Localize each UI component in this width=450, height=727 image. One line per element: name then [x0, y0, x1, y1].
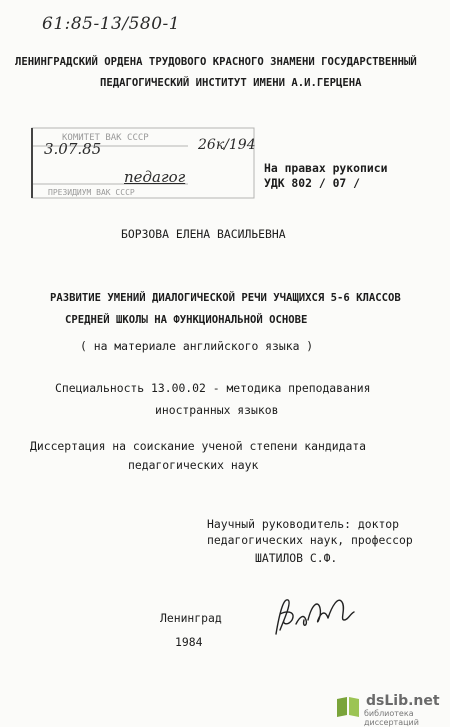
archive-number: 61:85-13/580-1 [42, 14, 181, 34]
degree-line-2: педагогических наук [128, 458, 259, 472]
watermark-tagline: библиотека диссертаций [364, 709, 419, 727]
author-signature [270, 590, 360, 644]
institution-line-2: ПЕДАГОГИЧЕСКИЙ ИНСТИТУТ ИМЕНИ А.И.ГЕРЦЕНА [100, 77, 362, 89]
supervisor-line-3: ШАТИЛОВ С.Ф. [255, 551, 338, 565]
udk-code: УДК 802 / 07 / [264, 176, 361, 190]
stamp-committee: КОМИТЕТ ВАК СССР [62, 133, 149, 143]
dissertation-title-line-1: РАЗВИТИЕ УМЕНИЙ ДИАЛОГИЧЕСКОЙ РЕЧИ УЧАЩИХСЯ 5-6 КЛАССОВ [50, 292, 401, 304]
supervisor-line-1: Научный руководитель: доктор [207, 517, 400, 531]
book-icon [334, 693, 362, 719]
specialty-line-1: Специальность 13.00.02 - методика преподавания [55, 381, 371, 395]
registration-stamp [18, 126, 258, 204]
manuscript-rights: На правах рукописи [264, 161, 388, 175]
stamp-number: 26к/194 [198, 137, 256, 153]
institution-line-1: ЛЕНИНГРАДСКИЙ ОРДЕНА ТРУДОВОГО КРАСНОГО ЗНАМЕНИ ГОСУДАРСТВЕННЫЙ [15, 56, 417, 68]
watermark-logo [334, 693, 446, 727]
stamp-date: 3.07.85 [44, 140, 102, 158]
stamp-resolution: педагог [124, 168, 186, 186]
publication-year: 1984 [175, 635, 203, 649]
degree-line-1: Диссертация на соискание ученой степени кандидата [30, 439, 367, 453]
stamp-footer: ПРЕЗИДИУМ ВАК СССР [48, 188, 135, 197]
dissertation-title-note: ( на материале английского языка ) [80, 339, 314, 353]
dissertation-title-line-2: СРЕДНЕЙ ШКОЛЫ НА ФУНКЦИОНАЛЬНОЙ ОСНОВЕ [65, 314, 308, 326]
watermark-name: dsLib.net [366, 693, 440, 709]
supervisor-line-2: педагогических наук, профессор [207, 533, 413, 547]
publication-city: Ленинград [160, 611, 222, 625]
specialty-line-2: иностранных языков [155, 403, 279, 417]
author-name: БОРЗОВА ЕЛЕНА ВАСИЛЬЕВНА [121, 227, 286, 241]
